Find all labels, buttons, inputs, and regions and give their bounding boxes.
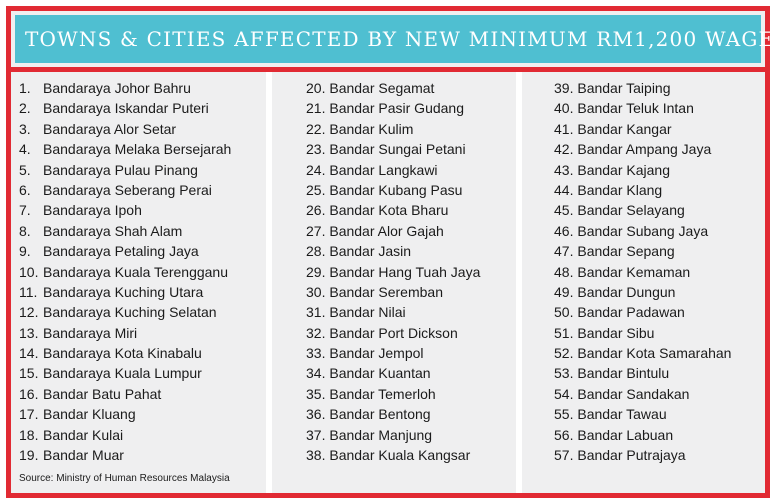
list-item: [19, 200, 231, 220]
list-item: [19, 404, 231, 424]
list-item: [554, 241, 731, 261]
list-item: [554, 302, 731, 322]
infographic-frame: [6, 6, 774, 498]
town-name: Bandar Tawau: [577, 406, 667, 423]
item-number: 47.: [554, 243, 574, 260]
town-name: Bandaraya Kuching Selatan: [43, 304, 217, 321]
town-name: Bandaraya Melaka Bersejarah: [43, 141, 232, 158]
item-number: 14.: [19, 345, 39, 362]
town-name: Bandar Padawan: [577, 304, 685, 321]
town-name: Bandaraya Kuching Utara: [43, 283, 204, 300]
town-name: Bandar Ampang Jaya: [577, 141, 712, 158]
item-number: 54.: [554, 385, 574, 402]
town-name: Bandaraya Petaling Jaya: [43, 243, 199, 260]
item-number: 13.: [19, 324, 39, 341]
town-name: Bandar Sungai Petani: [329, 141, 466, 158]
town-name: Bandar Teluk Intan: [577, 100, 694, 117]
list-item: [306, 160, 480, 180]
item-number: 15.: [19, 365, 39, 382]
list-item: [554, 404, 731, 424]
list-item: [19, 160, 231, 180]
item-number: 7.: [19, 202, 31, 219]
item-number: 19.: [19, 447, 39, 464]
town-name: Bandar Kota Samarahan: [577, 345, 732, 362]
town-name: Bandar Kangar: [577, 120, 672, 137]
list-item: [306, 343, 480, 363]
town-name: Bandaraya Ipoh: [43, 202, 142, 219]
town-name: Bandar Jasin: [329, 243, 412, 260]
list-item: [19, 302, 231, 322]
list-item: [306, 200, 480, 220]
town-name: Bandaraya Shah Alam: [43, 222, 183, 239]
item-number: 9.: [19, 243, 31, 260]
town-name: Bandar Alor Gajah: [329, 222, 444, 239]
item-number: 17.: [19, 406, 39, 423]
town-name: Bandar Jempol: [329, 345, 424, 362]
item-number: 52.: [554, 345, 574, 362]
town-name: Bandar Manjung: [329, 426, 433, 443]
item-number: 27.: [306, 222, 326, 239]
list-item: [554, 425, 731, 445]
item-number: 6.: [19, 181, 31, 198]
list-item: [554, 180, 731, 200]
item-number: 44.: [554, 181, 574, 198]
item-number: 55.: [554, 406, 574, 423]
town-name: Bandar Kulim: [329, 120, 414, 137]
list-item: [19, 221, 231, 241]
list-item: [554, 384, 731, 404]
list-item: [554, 363, 731, 383]
town-name: Bandaraya Kuala Terengganu: [43, 263, 229, 280]
list-item: [19, 262, 231, 282]
list-item: [554, 262, 731, 282]
item-number: 48.: [554, 263, 574, 280]
town-name: Bandar Bintulu: [577, 365, 670, 382]
item-number: 34.: [306, 365, 326, 382]
item-number: 43.: [554, 161, 574, 178]
item-number: 35.: [306, 385, 326, 402]
town-list-column-2: [306, 78, 480, 465]
item-number: 28.: [306, 243, 326, 260]
list-item: [306, 98, 480, 118]
town-name: Bandar Sepang: [577, 243, 675, 260]
town-name: Bandar Taiping: [577, 80, 671, 96]
town-name: Bandaraya Iskandar Puteri: [43, 100, 209, 117]
source-note: Source: Ministry of Human Resources Malaysia: [19, 473, 230, 484]
list-item: [554, 160, 731, 180]
list-item: [19, 119, 231, 139]
list-item: [306, 221, 480, 241]
town-list-column-1: [19, 78, 231, 465]
item-number: 21.: [306, 100, 326, 117]
header-divider: [11, 67, 765, 72]
list-item: [19, 363, 231, 383]
list-item: [554, 78, 731, 98]
town-name: Bandaraya Alor Setar: [43, 120, 177, 137]
list-item: [554, 343, 731, 363]
town-name: Bandar Hang Tuah Jaya: [329, 263, 481, 280]
item-number: 16.: [19, 385, 39, 402]
list-item: [306, 139, 480, 159]
town-name: Bandar Kubang Pasu: [329, 181, 463, 198]
item-number: 37.: [306, 426, 326, 443]
list-item: [19, 98, 231, 118]
item-number: 24.: [306, 161, 326, 178]
item-number: 4.: [19, 141, 31, 158]
town-name: Bandar Pasir Gudang: [329, 100, 464, 117]
item-number: 32.: [306, 324, 326, 341]
list-item: [19, 445, 231, 465]
town-name: Bandar Kemaman: [577, 263, 691, 280]
item-number: 11.: [19, 283, 38, 300]
town-name: Bandaraya Seberang Perai: [43, 181, 212, 198]
town-name: Bandaraya Johor Bahru: [43, 80, 191, 96]
town-name: Bandar Batu Pahat: [43, 385, 162, 402]
list-item: [554, 119, 731, 139]
town-name: Bandar Kulai: [43, 426, 124, 443]
list-item: [19, 78, 231, 98]
list-item: [306, 363, 480, 383]
list-item: [306, 78, 480, 98]
item-number: 33.: [306, 345, 326, 362]
item-number: 45.: [554, 202, 574, 219]
town-name: Bandar Langkawi: [329, 161, 438, 178]
item-number: 1.: [19, 80, 31, 96]
list-item: [19, 241, 231, 261]
list-item: [19, 323, 231, 343]
item-number: 39.: [554, 80, 574, 96]
item-number: 50.: [554, 304, 574, 321]
item-number: 57.: [554, 447, 574, 464]
town-name: Bandar Putrajaya: [577, 447, 686, 464]
town-name: Bandar Labuan: [577, 426, 674, 443]
list-item: [306, 119, 480, 139]
list-item: [554, 323, 731, 343]
town-name: Bandar Sandakan: [577, 385, 690, 402]
item-number: 53.: [554, 365, 574, 382]
list-item: [554, 282, 731, 302]
list-item: [306, 384, 480, 404]
town-name: Bandar Segamat: [329, 80, 435, 96]
item-number: 5.: [19, 161, 31, 178]
town-list-column-3: [554, 78, 731, 465]
list-item: [554, 445, 731, 465]
item-number: 30.: [306, 283, 326, 300]
list-item: [306, 282, 480, 302]
town-name: Bandar Kuantan: [329, 365, 431, 382]
town-name: Bandar Subang Jaya: [577, 222, 709, 239]
list-item: [554, 221, 731, 241]
town-name: Bandar Kluang: [43, 406, 136, 423]
item-number: 36.: [306, 406, 326, 423]
list-item: [306, 262, 480, 282]
item-number: 22.: [306, 120, 326, 137]
item-number: 26.: [306, 202, 326, 219]
item-number: 8.: [19, 222, 31, 239]
item-number: 51.: [554, 324, 574, 341]
list-item: [19, 282, 231, 302]
item-number: 41.: [554, 120, 574, 137]
item-number: 31.: [306, 304, 326, 321]
item-number: 23.: [306, 141, 326, 158]
list-item: [306, 323, 480, 343]
town-name: Bandar Muar: [43, 447, 124, 464]
list-item: [554, 200, 731, 220]
list-item: [306, 404, 480, 424]
item-number: 42.: [554, 141, 574, 158]
item-number: 29.: [306, 263, 326, 280]
list-item: [19, 180, 231, 200]
column-divider-2: [516, 72, 522, 493]
list-item: [306, 302, 480, 322]
town-name: Bandaraya Pulau Pinang: [43, 161, 198, 178]
list-item: [306, 425, 480, 445]
town-name: Bandar Temerloh: [329, 385, 436, 402]
town-name: Bandaraya Kuala Lumpur: [43, 365, 202, 382]
item-number: 10.: [19, 263, 39, 280]
town-name: Bandar Sibu: [577, 324, 655, 341]
page-title: TOWNS & CITIES AFFECTED BY NEW MINIMUM RM1,200 WAGE: [25, 27, 774, 51]
column-divider-1: [266, 72, 272, 493]
list-item: [306, 241, 480, 261]
list-item: [19, 384, 231, 404]
town-name: Bandar Bentong: [329, 406, 431, 423]
town-name: Bandar Kota Bharu: [329, 202, 449, 219]
town-name: Bandar Kuala Kangsar: [329, 447, 471, 464]
town-name: Bandar Nilai: [329, 304, 406, 321]
list-item: [554, 139, 731, 159]
list-item: [306, 445, 480, 465]
item-number: 25.: [306, 181, 326, 198]
item-number: 38.: [306, 447, 326, 464]
town-name: Bandar Selayang: [577, 202, 685, 219]
item-number: 18.: [19, 426, 39, 443]
town-name: Bandaraya Kota Kinabalu: [43, 345, 202, 362]
list-item: [306, 180, 480, 200]
town-name: Bandar Port Dickson: [329, 324, 458, 341]
title-banner: [15, 15, 774, 63]
item-number: 46.: [554, 222, 574, 239]
town-name: Bandar Seremban: [329, 283, 443, 300]
item-number: 49.: [554, 283, 574, 300]
list-item: [554, 98, 731, 118]
item-number: 20.: [306, 80, 326, 96]
item-number: 56.: [554, 426, 574, 443]
item-number: 3.: [19, 120, 31, 137]
list-item: [19, 343, 231, 363]
list-item: [19, 425, 231, 445]
item-number: 12.: [19, 304, 39, 321]
item-number: 40.: [554, 100, 574, 117]
item-number: 2.: [19, 100, 31, 117]
town-name: Bandar Klang: [577, 181, 663, 198]
town-name: Bandar Dungun: [577, 283, 676, 300]
town-name: Bandaraya Miri: [43, 324, 138, 341]
town-name: Bandar Kajang: [577, 161, 670, 178]
list-item: [19, 139, 231, 159]
